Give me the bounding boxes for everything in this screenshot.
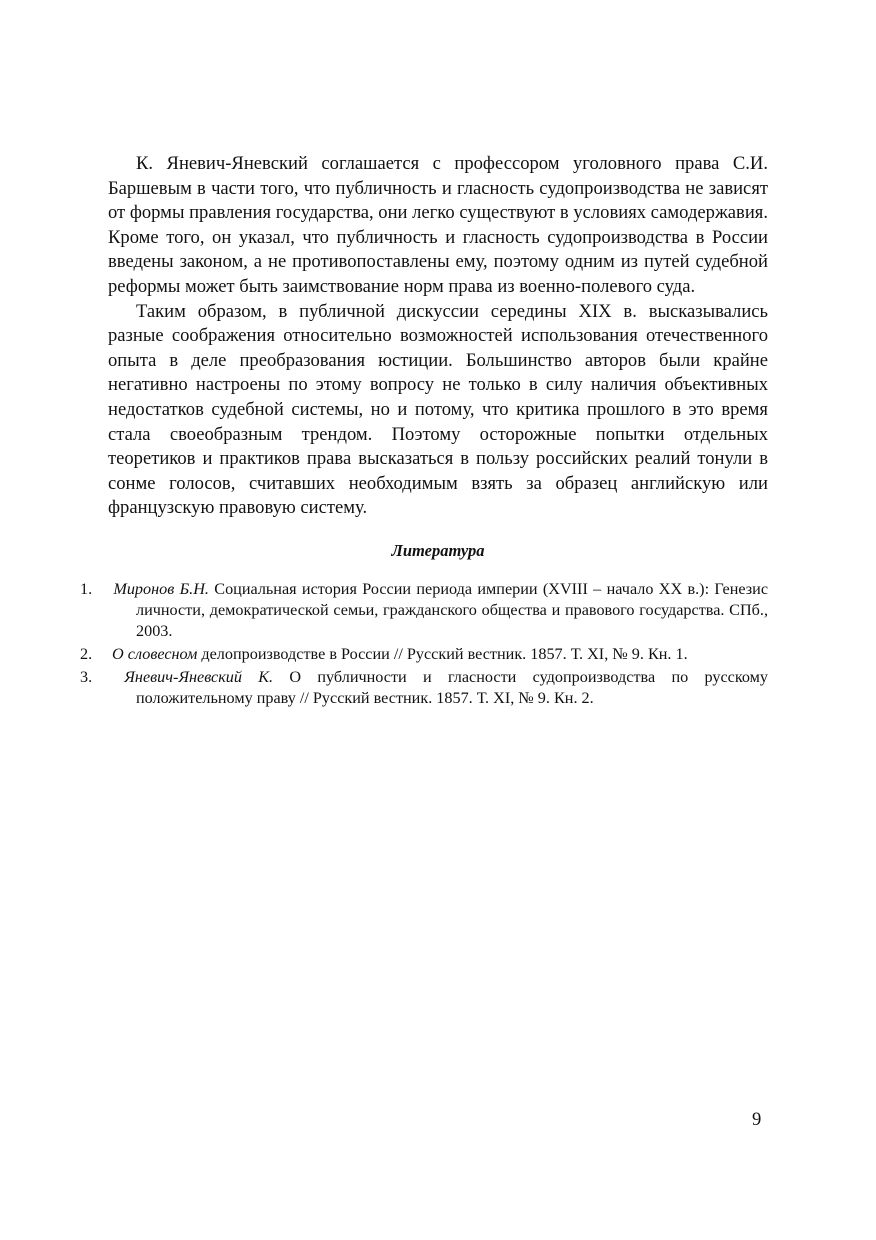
reference-text: О публичности и гласности судопроизводства по русскому положительному праву // Русский вестник. 1857. Т. XI, № 9. Кн. 2. bbox=[136, 667, 769, 707]
literature-heading: Литература bbox=[391, 540, 485, 560]
page-body bbox=[80, 152, 769, 711]
reference-author: Яневич-Яневский К. bbox=[124, 667, 274, 686]
reference-author: О словесном bbox=[112, 644, 198, 663]
page-number: 9 bbox=[752, 1109, 762, 1130]
reference-item-2: 2. О словесном делопроизводстве в России // Русский вестник. 1857. Т. XI, № 9. Кн. 1. bbox=[80, 644, 688, 663]
body-paragraph-2: Таким образом, в публичной дискуссии середины XIX в. высказывались разные соображения относительно возможностей использования отечественного опыта в деле преобразования юстиции. Большинство авторов были крайне негативно настроены по этому вопросу не только в силу наличия объективных недостатков судебной системы, но и потому, что критика прошлого в это время стала своеобразным трендом. Поэтому осторожные попытки отдельных теоретиков и практиков права высказаться в пользу российских реалий тонули в сонме голосов, считавших необходимым взять за образец английскую или французскую правовую систему. bbox=[108, 300, 768, 519]
reference-item-3: 3. Яневич-Яневский К. О публичности и гласности судопроизводства по русскому положительному праву // Русский вестник. 1857. Т. XI, № 9. Кн. 2. bbox=[80, 667, 769, 707]
body-paragraph-1: К. Яневич-Яневский соглашается с профессором уголовного права С.И. Баршевым в части того, что публичность и гласность судопроизводства не зависят от формы правления государства, они легко существуют в условиях самодержавия. Кроме того, он указал, что публичность и гласность судопроизводства в России введены законом, а не противопоставлены ему, поэтому одним из путей судебной реформы может быть заимствование норм права из военно-полевого суда. bbox=[108, 153, 768, 297]
reference-text: Социальная история России периода империи (XVIII – начало XX в.): Генезис личности, демократической семьи, гражданского общества и правового государства. СПб., 2003. bbox=[136, 579, 769, 640]
reference-text: делопроизводстве в России // Русский вестник. 1857. Т. XI, № 9. Кн. 1. bbox=[201, 644, 688, 663]
reference-author: Миронов Б.Н. bbox=[113, 579, 209, 598]
reference-list bbox=[80, 579, 769, 709]
reference-item-1: 1. Миронов Б.Н. Социальная история России периода империи (XVIII – начало XX в.): Генезис личности, демократической семьи, гражданского общества и правового государства. СПб., 2003. bbox=[80, 579, 769, 640]
